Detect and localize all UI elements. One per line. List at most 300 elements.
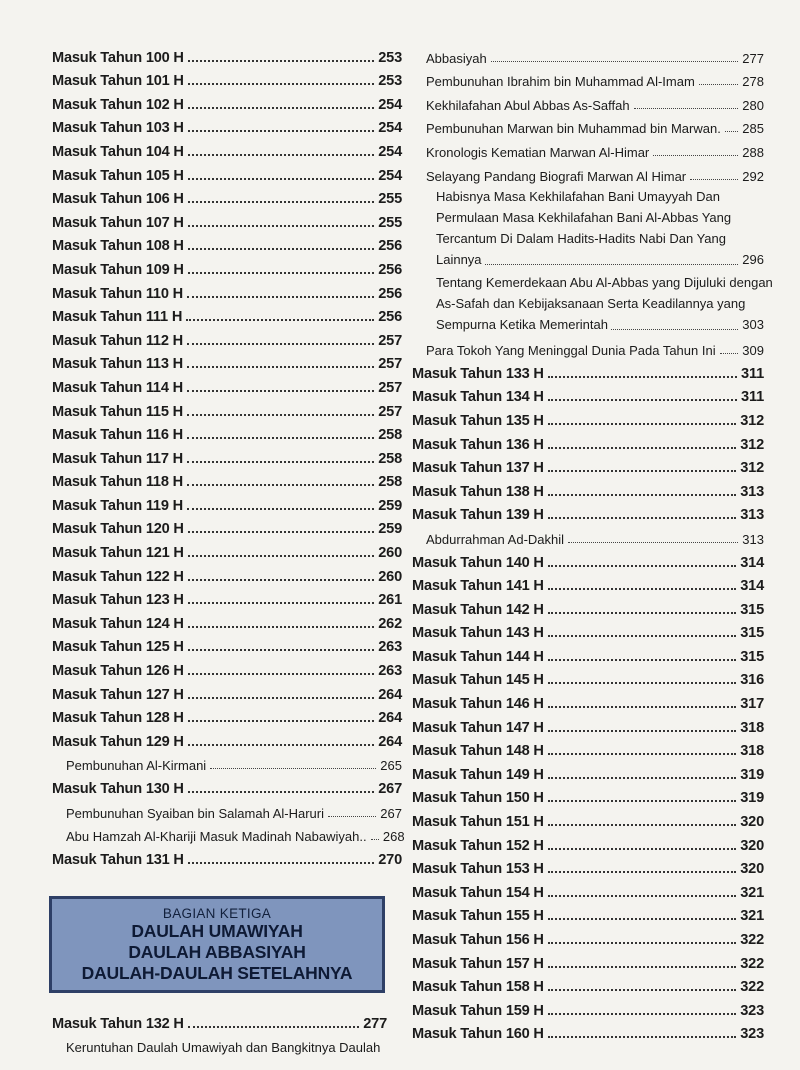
- toc-entry-label: Masuk Tahun 108 H: [52, 238, 184, 255]
- toc-page-number: 258: [378, 474, 402, 491]
- toc-entry-label: Masuk Tahun 118 H: [52, 474, 183, 491]
- toc-entry-label: Masuk Tahun 123 H: [52, 592, 184, 609]
- toc-page-number: 256: [378, 261, 402, 278]
- toc-entry: [412, 476, 764, 500]
- toc-entry-label: Abu Hamzah Al-Khariji Masuk Madinah Nabawiyah..: [66, 829, 367, 845]
- toc-entry-label: Masuk Tahun 104 H: [52, 143, 184, 160]
- dot-leader: [188, 177, 374, 180]
- section-title-line-1: DAULAH UMAWIYAH: [131, 921, 303, 941]
- toc-entry-label: Masuk Tahun 148 H: [412, 743, 544, 760]
- toc-page-number: 312: [740, 436, 764, 453]
- toc-entry: [52, 1008, 387, 1032]
- toc-entry-label: Masuk Tahun 124 H: [52, 615, 184, 632]
- toc-entry: [412, 89, 764, 113]
- toc-page-number: 257: [378, 356, 402, 373]
- toc-entry: [412, 358, 764, 382]
- toc-entry-label: Masuk Tahun 137 H: [412, 460, 544, 477]
- toc-page-number: 253: [378, 49, 402, 66]
- toc-entry: [412, 113, 764, 137]
- dot-leader: [548, 375, 737, 378]
- toc-page-number: 319: [740, 766, 764, 783]
- toc-page-number: 256: [378, 238, 402, 255]
- dot-leader: [188, 224, 374, 227]
- toc-entry-label: Masuk Tahun 109 H: [52, 261, 184, 278]
- toc-page-number: 313: [742, 531, 764, 547]
- dot-leader: [548, 870, 736, 873]
- toc-page-number: 317: [740, 696, 764, 713]
- dot-leader: [548, 799, 736, 802]
- toc-entry: [412, 136, 764, 160]
- toc-entry-label: Masuk Tahun 152 H: [412, 837, 544, 854]
- section-heading-box: [49, 896, 385, 993]
- toc-entry-label: Masuk Tahun 157 H: [412, 955, 544, 972]
- toc-page-number: 292: [742, 168, 764, 184]
- toc-page-number: 254: [378, 143, 402, 160]
- toc-entry: [412, 665, 764, 689]
- toc-page-number: 256: [378, 285, 402, 302]
- toc-page-number: 320: [740, 861, 764, 878]
- toc-entry: [52, 372, 402, 396]
- toc-page-number: 254: [378, 120, 402, 137]
- toc-entry-label: Masuk Tahun 105 H: [52, 167, 184, 184]
- dot-leader: [548, 917, 736, 920]
- toc-right-column: [412, 42, 773, 1043]
- toc-entry-label: Masuk Tahun 115 H: [52, 403, 183, 420]
- dot-leader: [548, 1035, 736, 1038]
- toc-page-number: 314: [740, 554, 764, 571]
- toc-entry-label: Masuk Tahun 126 H: [52, 663, 184, 680]
- dot-leader: [548, 398, 737, 401]
- toc-entry: [412, 712, 764, 736]
- toc-page-number: 323: [740, 1026, 764, 1043]
- toc-entry: [52, 703, 402, 727]
- toc-page-number: 264: [378, 733, 402, 750]
- toc-entry: [52, 113, 402, 137]
- toc-page-number: 313: [740, 483, 764, 500]
- dot-leader: [548, 564, 736, 567]
- toc-entry: [52, 679, 402, 703]
- toc-entry: [52, 561, 402, 585]
- toc-page-number: 255: [378, 191, 402, 208]
- toc-entry-label: Keruntuhan Daulah Umawiyah dan Bangkitnya Daulah: [66, 1040, 381, 1056]
- toc-entry: [52, 231, 402, 255]
- toc-page-number: 315: [740, 648, 764, 665]
- toc-entry-label: Masuk Tahun 155 H: [412, 908, 544, 925]
- dot-leader: [548, 446, 736, 449]
- toc-entry: [412, 924, 764, 948]
- toc-entry-label: Masuk Tahun 117 H: [52, 450, 183, 467]
- dot-leader: [187, 436, 374, 439]
- toc-entry: [412, 877, 764, 901]
- toc-page-number: 288: [742, 144, 764, 160]
- toc-page-number: 309: [742, 343, 764, 359]
- toc-entry: [412, 854, 764, 878]
- toc-page-number: 320: [740, 814, 764, 831]
- toc-entry-label: Masuk Tahun 114 H: [52, 379, 183, 396]
- dot-leader: [548, 611, 736, 614]
- dot-leader: [548, 493, 736, 496]
- dot-leader: [548, 658, 736, 661]
- toc-right-main-group: [412, 335, 764, 1043]
- dot-leader: [188, 719, 374, 722]
- toc-entry: [412, 453, 764, 477]
- dot-leader: [548, 422, 736, 425]
- dot-leader: [188, 271, 374, 274]
- toc-entry-label: Masuk Tahun 112 H: [52, 332, 183, 349]
- toc-page-number: 322: [740, 932, 764, 948]
- toc-page-number: 322: [740, 979, 764, 996]
- dot-leader: [188, 625, 374, 628]
- dot-leader: [186, 318, 374, 321]
- toc-page-number: 280: [742, 97, 764, 113]
- toc-entry: [52, 278, 402, 302]
- dot-leader: [548, 516, 736, 519]
- toc-entry: [52, 302, 402, 326]
- dot-leader: [725, 130, 738, 132]
- toc-entry-line: As-Safah dan Kebijaksanaan Serta Keadilannya yang: [436, 295, 746, 311]
- toc-entry: [52, 396, 402, 420]
- toc-page-number: 261: [378, 592, 402, 609]
- dot-leader: [720, 352, 738, 354]
- toc-entry: [52, 136, 402, 160]
- toc-entry-label: Lainnya: [436, 251, 482, 267]
- toc-entry-label: Masuk Tahun 142 H: [412, 601, 544, 618]
- toc-entry-label: Masuk Tahun 149 H: [412, 766, 544, 783]
- toc-entry-label: Pembunuhan Ibrahim bin Muhammad Al-Imam: [426, 74, 695, 90]
- toc-page-number: 323: [740, 1002, 764, 1019]
- toc-left-bottom: [52, 1008, 387, 1055]
- dot-leader: [188, 247, 374, 250]
- toc-page-number: 278: [742, 74, 764, 90]
- toc-entry-line: Tentang Kemerdekaan Abu Al-Abbas yang Dijuluki dengan: [436, 274, 773, 290]
- toc-right-top-group: [412, 42, 764, 184]
- toc-entry: [412, 618, 764, 642]
- toc-page-number: 264: [378, 710, 402, 727]
- toc-page-number: 322: [740, 955, 764, 972]
- toc-page-number: 264: [378, 686, 402, 703]
- toc-entry: [412, 948, 764, 972]
- dot-leader: [188, 200, 374, 203]
- dot-leader: [188, 82, 374, 85]
- toc-entry: [52, 655, 402, 679]
- toc-entry-label: Masuk Tahun 140 H: [412, 554, 544, 571]
- toc-entry-label: Masuk Tahun 122 H: [52, 568, 184, 585]
- toc-page-number: 256: [378, 309, 402, 326]
- toc-entry: [412, 335, 764, 359]
- dot-leader: [634, 107, 738, 109]
- dot-leader: [491, 60, 738, 62]
- dot-leader: [548, 729, 736, 732]
- toc-page-number: 277: [363, 1015, 387, 1032]
- toc-entry: [52, 66, 402, 90]
- toc-entry: [52, 773, 402, 797]
- toc-entry: [52, 160, 402, 184]
- toc-page-number: 259: [378, 521, 402, 538]
- toc-page-number: 265: [380, 758, 402, 774]
- toc-entry: [52, 490, 402, 514]
- toc-entry-label: Masuk Tahun 159 H: [412, 1002, 544, 1019]
- dot-leader: [548, 776, 736, 779]
- dot-leader: [699, 83, 738, 85]
- toc-entry: [52, 349, 402, 373]
- toc-page-number: 320: [740, 837, 764, 854]
- section-title-line-3: DAULAH-DAULAH SETELAHNYA: [81, 963, 353, 983]
- toc-entry: [412, 571, 764, 595]
- toc-page-number: 296: [742, 251, 764, 267]
- toc-entry: [52, 537, 402, 561]
- toc-page-number: 260: [378, 545, 402, 562]
- toc-page-number: 318: [740, 719, 764, 736]
- toc-entry-label: Kronologis Kematian Marwan Al-Himar: [426, 144, 650, 160]
- toc-entry: [52, 585, 402, 609]
- dot-leader: [187, 295, 374, 298]
- toc-entry: [52, 844, 402, 868]
- toc-page-number: 303: [742, 316, 764, 332]
- toc-entry: [52, 325, 402, 349]
- toc-entry-label: Masuk Tahun 127 H: [52, 686, 184, 703]
- toc-page-number: 259: [378, 497, 402, 514]
- toc-page-number: 263: [378, 663, 402, 680]
- dot-leader: [548, 681, 736, 684]
- toc-page-number: 312: [740, 412, 764, 429]
- toc-entry: [412, 995, 764, 1019]
- toc-entry: [412, 523, 764, 547]
- toc-entry-label: Masuk Tahun 145 H: [412, 672, 544, 689]
- dot-leader: [188, 790, 374, 793]
- toc-entry-label: Masuk Tahun 100 H: [52, 49, 184, 66]
- toc-page-number: 257: [378, 379, 402, 396]
- toc-page-number: 257: [378, 332, 402, 349]
- toc-entry-label: Masuk Tahun 110 H: [52, 285, 183, 302]
- dot-leader: [187, 483, 374, 486]
- toc-multiline-entry: [412, 272, 773, 335]
- toc-entry-label: Para Tokoh Yang Meninggal Dunia Pada Tahun Ini: [426, 343, 716, 359]
- toc-entry-label: Masuk Tahun 130 H: [52, 781, 184, 797]
- toc-entry-label: Masuk Tahun 107 H: [52, 214, 184, 231]
- toc-page-number: 315: [740, 601, 764, 618]
- toc-entry-label: Masuk Tahun 139 H: [412, 507, 544, 524]
- toc-entry: [52, 207, 402, 231]
- dot-leader: [188, 129, 374, 132]
- toc-entry: [412, 759, 764, 783]
- toc-page-number: 268: [382, 829, 405, 845]
- dot-leader: [188, 861, 374, 864]
- toc-page-number: 267: [378, 781, 402, 797]
- toc-entry: [412, 382, 764, 406]
- toc-entry-label: Masuk Tahun 144 H: [412, 648, 544, 665]
- dot-leader: [187, 460, 374, 463]
- dot-leader: [371, 838, 379, 840]
- toc-entry: [412, 547, 764, 571]
- toc-page-number: 316: [740, 672, 764, 689]
- toc-entry-label: Masuk Tahun 141 H: [412, 578, 544, 595]
- dot-leader: [548, 634, 736, 637]
- dot-leader: [188, 530, 374, 533]
- toc-entry-label: Selayang Pandang Biografi Marwan Al Himar: [426, 168, 687, 184]
- dot-leader: [187, 507, 374, 510]
- toc-entry-label: Masuk Tahun 125 H: [52, 639, 184, 656]
- toc-page-number: 285: [742, 121, 764, 137]
- toc-entry-label: Masuk Tahun 138 H: [412, 483, 544, 500]
- toc-entry: [52, 608, 402, 632]
- dot-leader: [187, 342, 374, 345]
- toc-entry-last-line: [436, 249, 764, 270]
- dot-leader: [210, 767, 376, 769]
- toc-page-number: 319: [740, 790, 764, 807]
- dot-leader: [568, 541, 738, 543]
- toc-entry: [52, 467, 402, 491]
- dot-leader: [548, 587, 736, 590]
- toc-entry: [412, 806, 764, 830]
- toc-entry-label: Masuk Tahun 133 H: [412, 365, 544, 382]
- toc-entry-label: Masuk Tahun 111 H: [52, 309, 183, 326]
- toc-entry-label: Sempurna Ketika Memerintah: [436, 316, 608, 332]
- toc-page-number: 315: [740, 625, 764, 642]
- toc-entry: [412, 901, 764, 925]
- dot-leader: [690, 178, 738, 180]
- toc-page-number: 260: [378, 568, 402, 585]
- dot-leader: [188, 672, 374, 675]
- dot-leader: [328, 815, 376, 817]
- toc-entry-label: Masuk Tahun 135 H: [412, 412, 544, 429]
- toc-page-number: 277: [742, 50, 764, 66]
- dot-leader: [188, 1025, 359, 1028]
- toc-entry-label: Masuk Tahun 156 H: [412, 932, 544, 948]
- dot-leader: [548, 988, 736, 991]
- dot-leader: [548, 941, 736, 944]
- toc-entry-label: Masuk Tahun 121 H: [52, 545, 184, 562]
- toc-entry-line: Habisnya Masa Kekhilafahan Bani Umayyah Dan: [436, 188, 720, 204]
- toc-entry-label: Masuk Tahun 154 H: [412, 884, 544, 901]
- toc-entry: [52, 420, 402, 444]
- toc-entry-label: Masuk Tahun 103 H: [52, 120, 184, 137]
- toc-page-number: 258: [378, 450, 402, 467]
- toc-page-number: 270: [378, 851, 402, 868]
- section-title-line-2: DAULAH ABBASIYAH: [128, 942, 306, 962]
- toc-entry: [412, 66, 764, 90]
- toc-entry-label: Masuk Tahun 101 H: [52, 73, 184, 90]
- dot-leader: [548, 752, 736, 755]
- toc-entry-label: Masuk Tahun 150 H: [412, 790, 544, 807]
- toc-page-number: 318: [740, 743, 764, 760]
- toc-entry-line: Permulaan Masa Kekhilafahan Bani Al-Abbas Yang: [436, 209, 732, 225]
- toc-multiline-entry: [412, 186, 764, 270]
- dot-leader: [548, 823, 736, 826]
- toc-entry: [412, 688, 764, 712]
- toc-entry: [52, 632, 402, 656]
- toc-entry: [412, 1019, 764, 1043]
- dot-leader: [188, 106, 374, 109]
- toc-entry: [52, 89, 402, 113]
- toc-entry-label: Masuk Tahun 128 H: [52, 710, 184, 727]
- toc-entry: [52, 254, 402, 278]
- toc-page-number: 267: [380, 805, 402, 821]
- toc-entry: [412, 783, 764, 807]
- toc-page-number: 253: [378, 73, 402, 90]
- toc-entry-label: Pembunuhan Al-Kirmani: [66, 758, 207, 774]
- dot-leader: [548, 469, 736, 472]
- toc-entry: [52, 821, 405, 845]
- toc-entry-label: Masuk Tahun 143 H: [412, 625, 544, 642]
- toc-entry-label: Masuk Tahun 134 H: [412, 389, 544, 406]
- toc-page-number: 311: [741, 365, 764, 382]
- toc-entry-label: Masuk Tahun 113 H: [52, 356, 183, 373]
- toc-entry: [412, 429, 764, 453]
- toc-entry: [412, 594, 764, 618]
- dot-leader: [548, 894, 736, 897]
- dot-leader: [485, 263, 738, 265]
- dot-leader: [548, 965, 736, 968]
- dot-leader: [188, 59, 374, 62]
- toc-entry: [52, 797, 402, 821]
- toc-entry: [412, 736, 764, 760]
- toc-page-number: 262: [378, 615, 402, 632]
- dot-leader: [188, 648, 374, 651]
- toc-entry: [412, 972, 764, 996]
- toc-entry-last-line: [436, 314, 764, 335]
- toc-entry: [412, 641, 764, 665]
- toc-entry-label: Masuk Tahun 132 H: [52, 1015, 184, 1032]
- toc-left-column: [52, 42, 405, 868]
- toc-entry: [412, 42, 764, 66]
- toc-entry-label: Masuk Tahun 153 H: [412, 861, 544, 878]
- toc-page-number: 311: [741, 389, 764, 406]
- dot-leader: [188, 696, 374, 699]
- toc-page-number: 321: [740, 884, 764, 901]
- dot-leader: [548, 705, 736, 708]
- toc-entry-label: Masuk Tahun 151 H: [412, 814, 544, 831]
- toc-entry: [412, 160, 764, 184]
- toc-entry: [412, 830, 764, 854]
- toc-entry-label: Masuk Tahun 116 H: [52, 427, 183, 444]
- toc-page-number: 254: [378, 96, 402, 113]
- toc-entry: [52, 42, 402, 66]
- dot-leader: [187, 389, 374, 392]
- dot-leader: [188, 601, 374, 604]
- toc-page-number: 263: [378, 639, 402, 656]
- toc-entry-label: Masuk Tahun 160 H: [412, 1026, 544, 1043]
- toc-entry-label: Pembunuhan Marwan bin Muhammad bin Marwan.: [426, 121, 721, 137]
- toc-page-number: 313: [740, 507, 764, 524]
- dot-leader: [188, 153, 374, 156]
- toc-page-number: 321: [740, 908, 764, 925]
- toc-entry: [52, 750, 402, 774]
- toc-entry: [52, 184, 402, 208]
- toc-entry-label: Masuk Tahun 147 H: [412, 719, 544, 736]
- dot-leader: [187, 413, 374, 416]
- toc-entry-label: Masuk Tahun 129 H: [52, 733, 184, 750]
- toc-entry: [52, 443, 402, 467]
- dot-leader: [188, 578, 374, 581]
- dot-leader: [548, 1012, 736, 1015]
- toc-entry-label: Masuk Tahun 119 H: [52, 497, 183, 514]
- toc-entry: [52, 726, 402, 750]
- toc-entry-label: Masuk Tahun 106 H: [52, 191, 184, 208]
- toc-entry-label: Pembunuhan Syaiban bin Salamah Al-Haruri: [66, 805, 324, 821]
- toc-entry: [52, 1032, 387, 1056]
- section-kicker: BAGIAN KETIGA: [162, 906, 272, 921]
- toc-entry: [412, 405, 764, 429]
- toc-page-number: 255: [378, 214, 402, 231]
- toc-entry-label: Masuk Tahun 146 H: [412, 696, 544, 713]
- dot-leader: [188, 554, 374, 557]
- toc-entry: [52, 514, 402, 538]
- dot-leader: [548, 847, 736, 850]
- toc-entry-line: Tercantum Di Dalam Hadits-Hadits Nabi Dan Yang: [436, 230, 726, 246]
- toc-entry-label: Masuk Tahun 158 H: [412, 979, 544, 996]
- toc-entry-label: Masuk Tahun 102 H: [52, 96, 184, 113]
- toc-page-number: 258: [378, 427, 402, 444]
